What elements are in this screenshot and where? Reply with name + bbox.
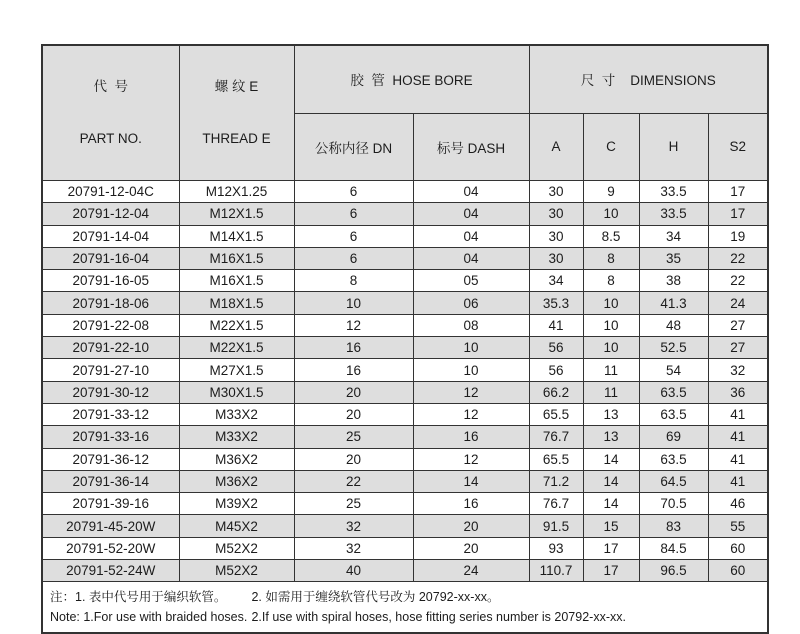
table-cell: 20791-27-10: [42, 359, 179, 381]
table-row: [42, 359, 768, 381]
note-line-en: [50, 607, 761, 627]
table-cell: 76.7: [529, 493, 583, 515]
table-row: [42, 247, 768, 269]
table-cell: 34: [529, 270, 583, 292]
table-row: [42, 225, 768, 247]
table-cell: 14: [583, 448, 639, 470]
table-cell: M16X1.5: [179, 247, 294, 269]
table-cell: 16: [294, 337, 413, 359]
table-cell: 36: [708, 381, 768, 403]
table-cell: 35.3: [529, 292, 583, 314]
table-cell: 63.5: [639, 403, 708, 425]
table-cell: 25: [294, 493, 413, 515]
table-cell: 20791-36-14: [42, 470, 179, 492]
table-cell: 54: [639, 359, 708, 381]
table-cell: 08: [413, 314, 529, 336]
table-cell: 30: [529, 181, 583, 203]
table-cell: 56: [529, 359, 583, 381]
table-row: [42, 560, 768, 582]
table-cell: 20791-30-12: [42, 381, 179, 403]
table-cell: 22: [708, 270, 768, 292]
table-cell: 06: [413, 292, 529, 314]
table-cell: 9: [583, 181, 639, 203]
table-cell: 8.5: [583, 225, 639, 247]
table-row: [42, 470, 768, 492]
table-cell: 30: [529, 203, 583, 225]
table-cell: 10: [294, 292, 413, 314]
col-header-part-no-cn: 代 号: [93, 79, 128, 94]
table-cell: 10: [413, 359, 529, 381]
table-cell: 24: [708, 292, 768, 314]
table-cell: 22: [708, 247, 768, 269]
table-cell: 14: [583, 493, 639, 515]
table-cell: 16: [413, 426, 529, 448]
col-header-c: C: [583, 113, 639, 180]
table-footer: [42, 582, 768, 634]
table-cell: 20791-22-08: [42, 314, 179, 336]
table-cell: 22: [294, 470, 413, 492]
table-cell: M22X1.5: [179, 337, 294, 359]
table-cell: 20791-52-20W: [42, 537, 179, 559]
table-cell: 04: [413, 203, 529, 225]
table-cell: 34: [639, 225, 708, 247]
table-cell: 20791-52-24W: [42, 560, 179, 582]
table-cell: 30: [529, 247, 583, 269]
table-cell: 12: [413, 403, 529, 425]
notes-cell: [42, 582, 768, 634]
table-cell: 69: [639, 426, 708, 448]
table-cell: M36X2: [179, 470, 294, 492]
table-cell: 65.5: [529, 403, 583, 425]
table-cell: 12: [413, 448, 529, 470]
table-cell: 11: [583, 381, 639, 403]
table-cell: 20: [413, 537, 529, 559]
table-row: [42, 403, 768, 425]
table-cell: 10: [583, 314, 639, 336]
table-cell: M12X1.25: [179, 181, 294, 203]
table-row: [42, 270, 768, 292]
table-row: [42, 426, 768, 448]
table-cell: 63.5: [639, 448, 708, 470]
table-cell: 66.2: [529, 381, 583, 403]
table-cell: 27: [708, 337, 768, 359]
col-header-h: H: [639, 113, 708, 180]
note-en-1: Note: 1.For use with braided hoses.: [50, 610, 248, 625]
table-cell: 16: [294, 359, 413, 381]
table-cell: 20791-16-05: [42, 270, 179, 292]
table-cell: 15: [583, 515, 639, 537]
table-cell: M52X2: [179, 560, 294, 582]
table-cell: M27X1.5: [179, 359, 294, 381]
table-cell: 48: [639, 314, 708, 336]
table-cell: 6: [294, 181, 413, 203]
table-cell: 20: [294, 381, 413, 403]
table-cell: 20791-33-16: [42, 426, 179, 448]
table-cell: 30: [529, 225, 583, 247]
table-row: [42, 203, 768, 225]
table-cell: 35: [639, 247, 708, 269]
table-cell: 41: [708, 448, 768, 470]
col-header-thread-en: THREAD E: [202, 131, 271, 146]
group-header-hose-bore: 胶 管 HOSE BORE: [294, 45, 529, 113]
table-cell: 32: [294, 515, 413, 537]
table-header: [42, 45, 768, 181]
table-cell: 8: [294, 270, 413, 292]
table-cell: 20791-18-06: [42, 292, 179, 314]
table-cell: M14X1.5: [179, 225, 294, 247]
col-header-thread: [179, 45, 294, 181]
table-cell: 13: [583, 426, 639, 448]
table-cell: 38: [639, 270, 708, 292]
note-cn-2: 2. 如需用于缠绕软管代号改为 20792-xx-xx。: [251, 590, 500, 605]
table-cell: 27: [708, 314, 768, 336]
table-cell: 8: [583, 247, 639, 269]
table-cell: 17: [708, 203, 768, 225]
col-header-thread-cn: 螺 纹 E: [214, 79, 259, 94]
table-cell: 52.5: [639, 337, 708, 359]
table-cell: 05: [413, 270, 529, 292]
table-row: [42, 292, 768, 314]
table-cell: 12: [294, 314, 413, 336]
table-cell: 71.2: [529, 470, 583, 492]
table-cell: M52X2: [179, 537, 294, 559]
note-line-cn: [50, 587, 761, 607]
table-cell: 55: [708, 515, 768, 537]
table-cell: M22X1.5: [179, 314, 294, 336]
note-en-2: 2.If use with spiral hoses, hose fitting series number is 20792-xx-xx.: [251, 610, 626, 625]
table-cell: M16X1.5: [179, 270, 294, 292]
table-cell: 20791-16-04: [42, 247, 179, 269]
table-cell: M33X2: [179, 426, 294, 448]
table-cell: 16: [413, 493, 529, 515]
table-cell: 93: [529, 537, 583, 559]
table-cell: 6: [294, 225, 413, 247]
table-cell: 60: [708, 537, 768, 559]
group-header-dimensions: 尺 寸 DIMENSIONS: [529, 45, 768, 113]
table-row: [42, 314, 768, 336]
table-cell: 13: [583, 403, 639, 425]
col-header-a: A: [529, 113, 583, 180]
note-cn-1: 注：1. 表中代号用于编织软管。: [50, 590, 227, 605]
table-cell: 20791-14-04: [42, 225, 179, 247]
table-cell: M12X1.5: [179, 203, 294, 225]
col-header-part-no: [42, 45, 179, 181]
table-row: [42, 337, 768, 359]
table-cell: 83: [639, 515, 708, 537]
table-cell: M30X1.5: [179, 381, 294, 403]
table-cell: 33.5: [639, 203, 708, 225]
table-cell: 14: [583, 470, 639, 492]
table-cell: 04: [413, 247, 529, 269]
col-header-dn: 公称内径 DN: [294, 113, 413, 180]
table-row: [42, 493, 768, 515]
table-cell: 84.5: [639, 537, 708, 559]
table-cell: 46: [708, 493, 768, 515]
table-cell: 96.5: [639, 560, 708, 582]
table-cell: 20791-33-12: [42, 403, 179, 425]
table-cell: 20: [294, 448, 413, 470]
table-cell: 32: [708, 359, 768, 381]
table-cell: 91.5: [529, 515, 583, 537]
col-header-s2: S2: [708, 113, 768, 180]
table-cell: 19: [708, 225, 768, 247]
table-cell: 20: [294, 403, 413, 425]
table-cell: 32: [294, 537, 413, 559]
table-cell: 41: [708, 426, 768, 448]
table-cell: 20791-39-16: [42, 493, 179, 515]
table-cell: 110.7: [529, 560, 583, 582]
table-row: [42, 381, 768, 403]
table-row: [42, 181, 768, 203]
table-row: [42, 515, 768, 537]
col-header-part-no-en: PART NO.: [79, 131, 142, 146]
table-cell: 20791-22-10: [42, 337, 179, 359]
table-cell: 17: [708, 181, 768, 203]
table-cell: 04: [413, 225, 529, 247]
table-cell: 10: [583, 337, 639, 359]
table-cell: M39X2: [179, 493, 294, 515]
table-cell: 14: [413, 470, 529, 492]
table-cell: 6: [294, 247, 413, 269]
table-cell: 63.5: [639, 381, 708, 403]
table-cell: 25: [294, 426, 413, 448]
col-header-dash: 标号 DASH: [413, 113, 529, 180]
table-cell: M45X2: [179, 515, 294, 537]
table-cell: 8: [583, 270, 639, 292]
table-cell: 65.5: [529, 448, 583, 470]
table-cell: 40: [294, 560, 413, 582]
table-cell: M18X1.5: [179, 292, 294, 314]
table-cell: M33X2: [179, 403, 294, 425]
table-cell: 04: [413, 181, 529, 203]
table-cell: 76.7: [529, 426, 583, 448]
table-cell: 24: [413, 560, 529, 582]
table-cell: 20791-12-04: [42, 203, 179, 225]
hose-fitting-spec-table: [41, 44, 769, 634]
notes-row: [42, 582, 768, 634]
table-cell: 70.5: [639, 493, 708, 515]
table-cell: 64.5: [639, 470, 708, 492]
table-cell: 10: [583, 292, 639, 314]
table-cell: 10: [413, 337, 529, 359]
table-cell: 17: [583, 537, 639, 559]
table-row: [42, 537, 768, 559]
table-cell: 11: [583, 359, 639, 381]
table-cell: 20: [413, 515, 529, 537]
table-cell: 12: [413, 381, 529, 403]
table-cell: M36X2: [179, 448, 294, 470]
table-cell: 20791-45-20W: [42, 515, 179, 537]
header-row-group: [42, 45, 768, 113]
table-cell: 60: [708, 560, 768, 582]
table-cell: 6: [294, 203, 413, 225]
table-cell: 20791-12-04C: [42, 181, 179, 203]
table-cell: 41: [529, 314, 583, 336]
table-row: [42, 448, 768, 470]
table-cell: 41: [708, 403, 768, 425]
table-body: [42, 181, 768, 582]
table-cell: 17: [583, 560, 639, 582]
table-cell: 20791-36-12: [42, 448, 179, 470]
table-cell: 10: [583, 203, 639, 225]
table-cell: 41: [708, 470, 768, 492]
table-cell: 56: [529, 337, 583, 359]
table-cell: 33.5: [639, 181, 708, 203]
table-cell: 41.3: [639, 292, 708, 314]
